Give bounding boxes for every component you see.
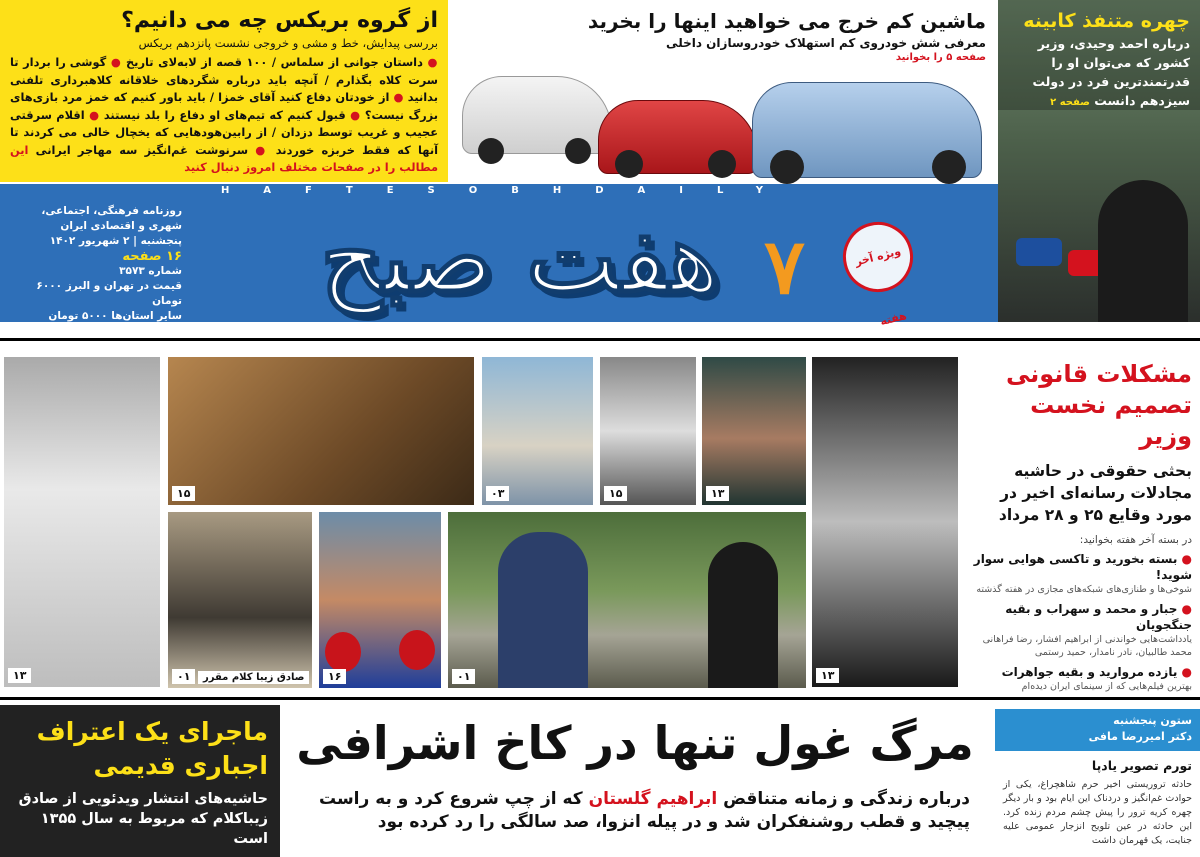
couple-photo[interactable] — [2, 355, 162, 689]
divider — [0, 697, 1200, 700]
weekend-item-desc: یادداشت‌هایی خواندنی از ابراهیم افشار، رضا فراهانی محمد طالبیان، نادر نامدار، حمید رستمی — [982, 634, 1192, 658]
bullet-icon: ● — [345, 107, 361, 122]
wheel-icon — [770, 150, 804, 184]
page-number-badge: ۱۳ — [706, 486, 729, 501]
masthead-info — [12, 204, 182, 322]
person-silhouette — [708, 542, 778, 690]
weekend-stamp: ویژه آخر هفته — [836, 215, 921, 300]
brics-title: از گروه بریکس چه می دانیم؟ — [121, 8, 438, 33]
main-body-before: درباره زندگی و زمانه متناقض — [723, 789, 970, 809]
teaser-line: قبول کنیم که تیم‌های او دفاع را بلد نیستند — [103, 107, 346, 122]
weekend-item-desc: بهترین فیلم‌هایی که از سینمای ایران دیده‌ام — [1021, 681, 1192, 692]
cabinet-body: درباره احمد وحیدی، وزیر کشور که می‌توان او را قدرتمندترین فرد در دولت سیزدهم دانست — [1032, 36, 1190, 108]
page-number-badge: ۰۱ — [452, 669, 475, 684]
column-body: حادثه تروریستی اخیر حرم شاهچراغ، یکی از حوادث غم‌انگیز و دردناک این ایام بود و بار دیگر چهره کریه ترور را پیش چشم مردم زنده کرد. این حادثه در عین تلویح انزجار عمومی علیه جنایت، یک قهرمان داشت — [1003, 779, 1192, 846]
person-silhouette — [1098, 180, 1188, 322]
price-tehran: قیمت در تهران و البرز ۶۰۰۰ تومان — [36, 280, 182, 307]
main-story-body — [290, 788, 980, 854]
page-number-badge: ۱۶ — [323, 669, 346, 684]
main-body-name: ابراهیم گلستان — [588, 789, 718, 809]
legal-issues-story[interactable] — [962, 355, 1200, 690]
weekend-item-title: بسته بخورید و تاکسی هوایی سوار شوید! — [973, 552, 1192, 582]
bullet-icon: ● — [1177, 665, 1192, 679]
cabinet-body-wrap — [1008, 34, 1190, 112]
boxing-glove-icon — [325, 632, 361, 672]
weekend-package-label: در بسته آخر هفته بخوانید: — [1079, 534, 1192, 546]
page-number-badge: ۰۱ — [172, 669, 195, 684]
cars-subtitle: معرفی شش خودروی کم استهلاک خودروسازان داخلی — [666, 36, 986, 50]
boxer-photo[interactable] — [317, 510, 443, 690]
brics-subtitle: بررسی پیدایش، خط و مشی و خروجی نشست پانزدهم بریکس — [138, 36, 438, 50]
confession-title: ماجرای یک اعتراف اجباری قدیمی — [36, 717, 268, 780]
microphone-icon — [1016, 238, 1062, 266]
masthead-ribbon: HAFTESOBHDAILY — [0, 184, 998, 198]
boxing-glove-icon — [399, 630, 435, 670]
mosaddegh-photo[interactable] — [810, 355, 960, 689]
page-number-badge: ۱۳ — [816, 668, 839, 683]
weekend-item-title: یازده مروارید و بقیه جواهرات — [1001, 665, 1178, 679]
confession-story[interactable] — [0, 705, 280, 857]
cabinet-page-ref: صفحه ۲ — [1050, 97, 1090, 108]
column-label: ستون پنجشنبه — [1113, 714, 1192, 727]
column-header[interactable] — [995, 709, 1200, 751]
newspaper-logo[interactable] — [230, 198, 810, 318]
weekend-item-desc: شوخی‌ها و طنازی‌های شبکه‌های مجازی در هفته گذشته — [976, 584, 1192, 595]
wheel-icon — [932, 150, 966, 184]
cars-page-ref: صفحه ۵ را بخوانید — [895, 52, 986, 63]
woman-with-magazine-photo[interactable] — [480, 355, 595, 507]
person-silhouette — [498, 532, 588, 690]
page-number-badge: ۱۵ — [604, 486, 627, 501]
page-count: ۱۶ صفحه — [122, 249, 182, 264]
cars-title: ماشین کم خرج می خواهید اینها را بخرید — [587, 9, 986, 33]
page-number-badge: ۰۳ — [486, 486, 509, 501]
main-body-after: که از چپ شروع کرد و به راست پیچید و قطب روشنفکران شد و در پیله انزوا، صد سالگی را رد کرده بود — [318, 789, 970, 832]
teaser-list — [10, 54, 438, 177]
price-other: سایر استان‌ها ۵۰۰۰ تومان — [48, 310, 182, 322]
mugshot-photo[interactable] — [166, 510, 314, 690]
story-title — [970, 359, 1192, 452]
soldier-photo[interactable] — [166, 355, 476, 507]
teaser-line: از خودتان دفاع کنید آقای خمزا / باید باور کنیم که خمز مرد بازی‌های بزرگ نیست؟ — [10, 90, 439, 122]
story-title-line: تصمیم نخست وزیر — [1030, 391, 1192, 450]
logo-seven: ۷ — [764, 222, 805, 311]
cabinet-title: چهره متنفذ کابینه — [1023, 10, 1190, 32]
footballer-photo[interactable] — [598, 355, 698, 507]
issue-number: شماره ۳۵۷۳ — [119, 265, 182, 277]
info-line: روزنامه فرهنگی، اجتماعی، — [41, 205, 182, 217]
bullet-icon: ● — [248, 142, 269, 157]
weekend-item[interactable] — [970, 664, 1192, 693]
bullet-icon: ● — [84, 107, 100, 122]
bullet-icon: ● — [1177, 602, 1192, 616]
confession-body: حاشیه‌های انتشار ویدئویی از صادق زیباکلام که مربوط به سال ۱۳۵۵ است — [18, 791, 268, 847]
page-number-badge: ۱۳ — [8, 668, 31, 683]
golestan-garden-photo[interactable] — [446, 510, 808, 690]
wheel-icon — [478, 138, 504, 164]
info-line: شهری و اقتصادی ایران — [60, 220, 182, 232]
story-body: بحثی حقوقی در حاشیه مجادلات رسانه‌ای اخیر در مورد وقایع ۲۵ و ۲۸ مرداد — [998, 462, 1192, 524]
teaser-footer: این مطالب را در صفحات مختلف امروز دنبال کنید — [10, 142, 438, 174]
mugshot-label: صادق زیبا کلام مقرر — [198, 671, 309, 684]
brics-teaser-box[interactable] — [0, 0, 448, 182]
bullet-icon: ● — [106, 55, 122, 69]
weekend-item-title: جبار و محمد و سهراب و بقیه جنگجویان — [1005, 602, 1192, 632]
column-title[interactable]: تورم تصویر یادپا — [1091, 758, 1192, 773]
weekend-item[interactable] — [970, 551, 1192, 596]
actress-photo[interactable] — [700, 355, 808, 507]
page-number-badge: ۱۵ — [172, 486, 195, 501]
divider — [0, 338, 1200, 341]
cabinet-text — [998, 0, 1200, 110]
column-author: دکتر امیررضا مافی — [1088, 730, 1192, 743]
teaser-line: داستان جوانی از سلماس / ۱۰۰ قصه از لابه‌لای تاریخ — [125, 55, 423, 69]
story-title-line: مشکلات قانونی — [1005, 360, 1192, 388]
teaser-line: گوشی را بردار تا سرت کلاه بگذارم / آنچه باید درباره شگردهای خلاقانه کلاهبرداری تلفنی بدانید — [10, 55, 439, 104]
bullet-icon: ● — [389, 90, 404, 104]
wheel-icon — [565, 138, 591, 164]
cabinet-teaser-box[interactable] — [998, 0, 1200, 322]
weekend-item[interactable] — [970, 601, 1192, 659]
wheel-icon — [708, 150, 736, 178]
bullet-icon: ● — [1177, 552, 1192, 566]
teaser-line: سرنوشت غم‌انگیز سه مهاجر ایرانی — [35, 142, 249, 157]
wheel-icon — [615, 150, 643, 178]
info-line: پنجشنبه | ۲ شهریور ۱۴۰۲ — [49, 235, 182, 247]
main-headline[interactable]: مرگ غول تنها در کاخ اشرافی — [296, 716, 974, 770]
teaser-line: اقلام سرقتی عجیب و غریب توسط دزدان / از رابین‌هودهایی که یخچال خالی می کردند تا آنها که فقط خربزه خوردند — [10, 107, 438, 157]
logo-text: هفت صبح — [320, 201, 720, 314]
bullet-icon: ● — [422, 55, 439, 69]
